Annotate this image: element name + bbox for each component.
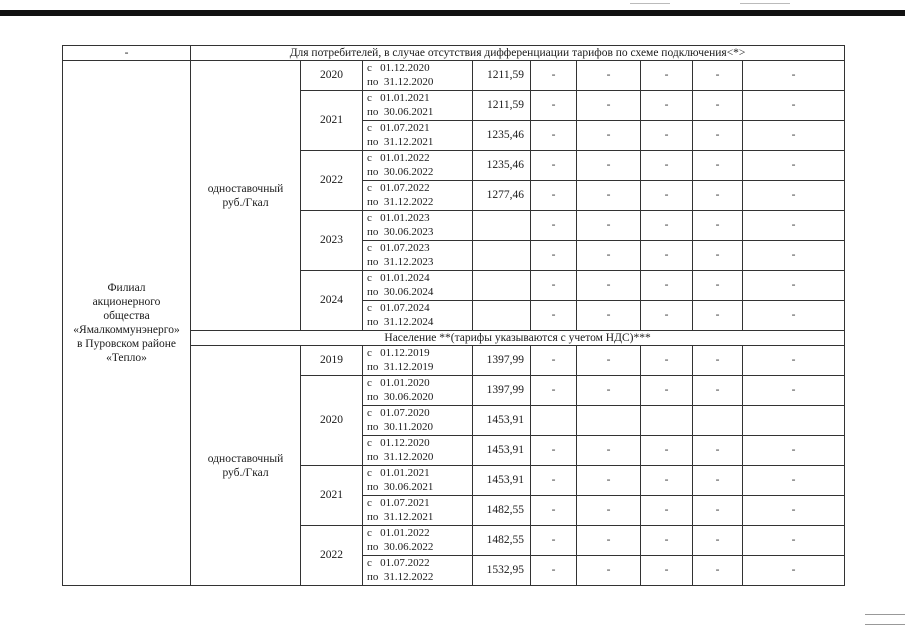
empty-value-cell: - [693, 466, 743, 496]
price-cell: 1453,91 [473, 436, 531, 466]
empty-value-cell: - [693, 61, 743, 91]
empty-value-cell: - [693, 526, 743, 556]
empty-value-cell: - [743, 466, 845, 496]
empty-value-cell: - [531, 271, 577, 301]
price-cell: 1482,55 [473, 496, 531, 526]
scan-mark [865, 624, 905, 625]
empty-value-cell: - [693, 121, 743, 151]
empty-value-cell [577, 406, 641, 436]
empty-value-cell: - [531, 91, 577, 121]
price-cell: 1453,91 [473, 466, 531, 496]
empty-value-cell: - [531, 436, 577, 466]
empty-value-cell: - [693, 436, 743, 466]
empty-value-cell: - [577, 436, 641, 466]
period-cell: с 01.01.2021 по 30.06.2021 [363, 466, 473, 496]
empty-value-cell: - [531, 241, 577, 271]
period-cell: с 01.07.2022 по 31.12.2022 [363, 181, 473, 211]
scan-mark [740, 3, 790, 4]
empty-value-cell: - [577, 466, 641, 496]
period-cell: с 01.01.2024 по 30.06.2024 [363, 271, 473, 301]
empty-value-cell: - [577, 211, 641, 241]
period-cell: с 01.07.2020 по 30.11.2020 [363, 406, 473, 436]
empty-value-cell: - [743, 181, 845, 211]
empty-value-cell: - [641, 466, 693, 496]
price-cell: 1482,55 [473, 526, 531, 556]
price-cell: 1211,59 [473, 61, 531, 91]
price-cell: 1532,95 [473, 556, 531, 586]
empty-value-cell: - [743, 121, 845, 151]
empty-value-cell: - [531, 121, 577, 151]
scan-mark [630, 3, 670, 4]
year-cell: 2021 [301, 466, 363, 526]
empty-value-cell: - [693, 211, 743, 241]
empty-value-cell: - [577, 61, 641, 91]
empty-value-cell: - [577, 241, 641, 271]
empty-value-cell: - [743, 496, 845, 526]
empty-value-cell: - [531, 151, 577, 181]
section-header: Население **(тарифы указываются с учетом НДС)*** [191, 331, 845, 346]
empty-value-cell: - [531, 556, 577, 586]
price-cell [473, 271, 531, 301]
empty-value-cell: - [693, 271, 743, 301]
empty-value-cell: - [693, 496, 743, 526]
price-cell: 1397,99 [473, 376, 531, 406]
empty-value-cell: - [743, 211, 845, 241]
period-cell: с 01.12.2020 по 31.12.2020 [363, 61, 473, 91]
price-cell: 1211,59 [473, 91, 531, 121]
price-cell [473, 241, 531, 271]
period-cell: с 01.01.2020 по 30.06.2020 [363, 376, 473, 406]
empty-value-cell: - [743, 556, 845, 586]
empty-value-cell [641, 406, 693, 436]
empty-value-cell: - [641, 436, 693, 466]
year-cell: 2022 [301, 151, 363, 211]
empty-value-cell: - [743, 241, 845, 271]
empty-value-cell: - [577, 496, 641, 526]
year-cell: 2024 [301, 271, 363, 331]
empty-value-cell: - [577, 151, 641, 181]
empty-value-cell: - [577, 301, 641, 331]
empty-value-cell: - [693, 301, 743, 331]
scan-edge-bar [0, 10, 905, 16]
empty-value-cell: - [577, 556, 641, 586]
empty-value-cell: - [531, 526, 577, 556]
price-cell: 1235,46 [473, 121, 531, 151]
empty-value-cell: - [693, 181, 743, 211]
table-row [63, 61, 845, 91]
price-cell: 1235,46 [473, 151, 531, 181]
period-cell: с 01.07.2023 по 31.12.2023 [363, 241, 473, 271]
empty-value-cell: - [743, 526, 845, 556]
empty-value-cell: - [531, 61, 577, 91]
empty-value-cell: - [641, 526, 693, 556]
empty-value-cell: - [577, 271, 641, 301]
empty-value-cell: - [641, 301, 693, 331]
empty-value-cell: - [531, 211, 577, 241]
empty-value-cell: - [693, 91, 743, 121]
year-cell: 2020 [301, 376, 363, 466]
empty-value-cell: - [641, 151, 693, 181]
empty-value-cell: - [531, 466, 577, 496]
empty-value-cell: - [531, 376, 577, 406]
tariff-type-cell: одноставочный руб./Гкал [191, 346, 301, 586]
scan-mark [865, 614, 905, 615]
empty-value-cell: - [743, 301, 845, 331]
empty-value-cell: - [641, 271, 693, 301]
empty-value-cell [743, 406, 845, 436]
empty-value-cell: - [641, 121, 693, 151]
tariff-table [62, 45, 845, 586]
period-cell: с 01.07.2022 по 31.12.2022 [363, 556, 473, 586]
period-cell: с 01.01.2022 по 30.06.2022 [363, 526, 473, 556]
empty-value-cell: - [693, 346, 743, 376]
empty-value-cell: - [743, 436, 845, 466]
period-cell: с 01.12.2020 по 31.12.2020 [363, 436, 473, 466]
empty-value-cell [693, 406, 743, 436]
price-cell [473, 301, 531, 331]
empty-value-cell: - [641, 496, 693, 526]
empty-value-cell: - [743, 376, 845, 406]
year-cell: 2021 [301, 91, 363, 151]
price-cell: 1397,99 [473, 346, 531, 376]
empty-value-cell: - [531, 346, 577, 376]
price-cell [473, 211, 531, 241]
empty-value-cell: - [743, 91, 845, 121]
empty-value-cell: - [743, 61, 845, 91]
section-header: Для потребителей, в случае отсутствия дифференциации тарифов по схеме подключения<*> [191, 46, 845, 61]
empty-value-cell: - [743, 151, 845, 181]
empty-value-cell: - [693, 241, 743, 271]
empty-value-cell: - [577, 121, 641, 151]
period-cell: с 01.07.2024 по 31.12.2024 [363, 301, 473, 331]
empty-value-cell: - [577, 91, 641, 121]
empty-value-cell: - [641, 346, 693, 376]
empty-value-cell: - [693, 376, 743, 406]
price-cell: 1453,91 [473, 406, 531, 436]
period-cell: с 01.01.2022 по 30.06.2022 [363, 151, 473, 181]
empty-value-cell: - [577, 346, 641, 376]
header-corner-cell: - [63, 46, 191, 61]
empty-value-cell: - [693, 151, 743, 181]
empty-value-cell: - [743, 346, 845, 376]
year-cell: 2023 [301, 211, 363, 271]
empty-value-cell: - [577, 181, 641, 211]
empty-value-cell: - [641, 211, 693, 241]
empty-value-cell: - [641, 91, 693, 121]
empty-value-cell: - [531, 181, 577, 211]
empty-value-cell: - [641, 61, 693, 91]
period-cell: с 01.07.2021 по 31.12.2021 [363, 496, 473, 526]
empty-value-cell: - [577, 376, 641, 406]
period-cell: с 01.12.2019 по 31.12.2019 [363, 346, 473, 376]
empty-value-cell [531, 406, 577, 436]
year-cell: 2019 [301, 346, 363, 376]
empty-value-cell: - [531, 301, 577, 331]
empty-value-cell: - [577, 526, 641, 556]
empty-value-cell: - [693, 556, 743, 586]
empty-value-cell: - [641, 241, 693, 271]
empty-value-cell: - [641, 376, 693, 406]
period-cell: с 01.07.2021 по 31.12.2021 [363, 121, 473, 151]
year-cell: 2022 [301, 526, 363, 586]
empty-value-cell: - [641, 181, 693, 211]
tariff-type-cell: одноставочный руб./Гкал [191, 61, 301, 331]
price-cell: 1277,46 [473, 181, 531, 211]
owner-cell: Филиал акционерного общества «Ямалкоммунэнерго» в Пуровском районе «Тепло» [63, 61, 191, 586]
empty-value-cell: - [743, 271, 845, 301]
period-cell: с 01.01.2023 по 30.06.2023 [363, 211, 473, 241]
empty-value-cell: - [641, 556, 693, 586]
period-cell: с 01.01.2021 по 30.06.2021 [363, 91, 473, 121]
empty-value-cell: - [531, 496, 577, 526]
year-cell: 2020 [301, 61, 363, 91]
